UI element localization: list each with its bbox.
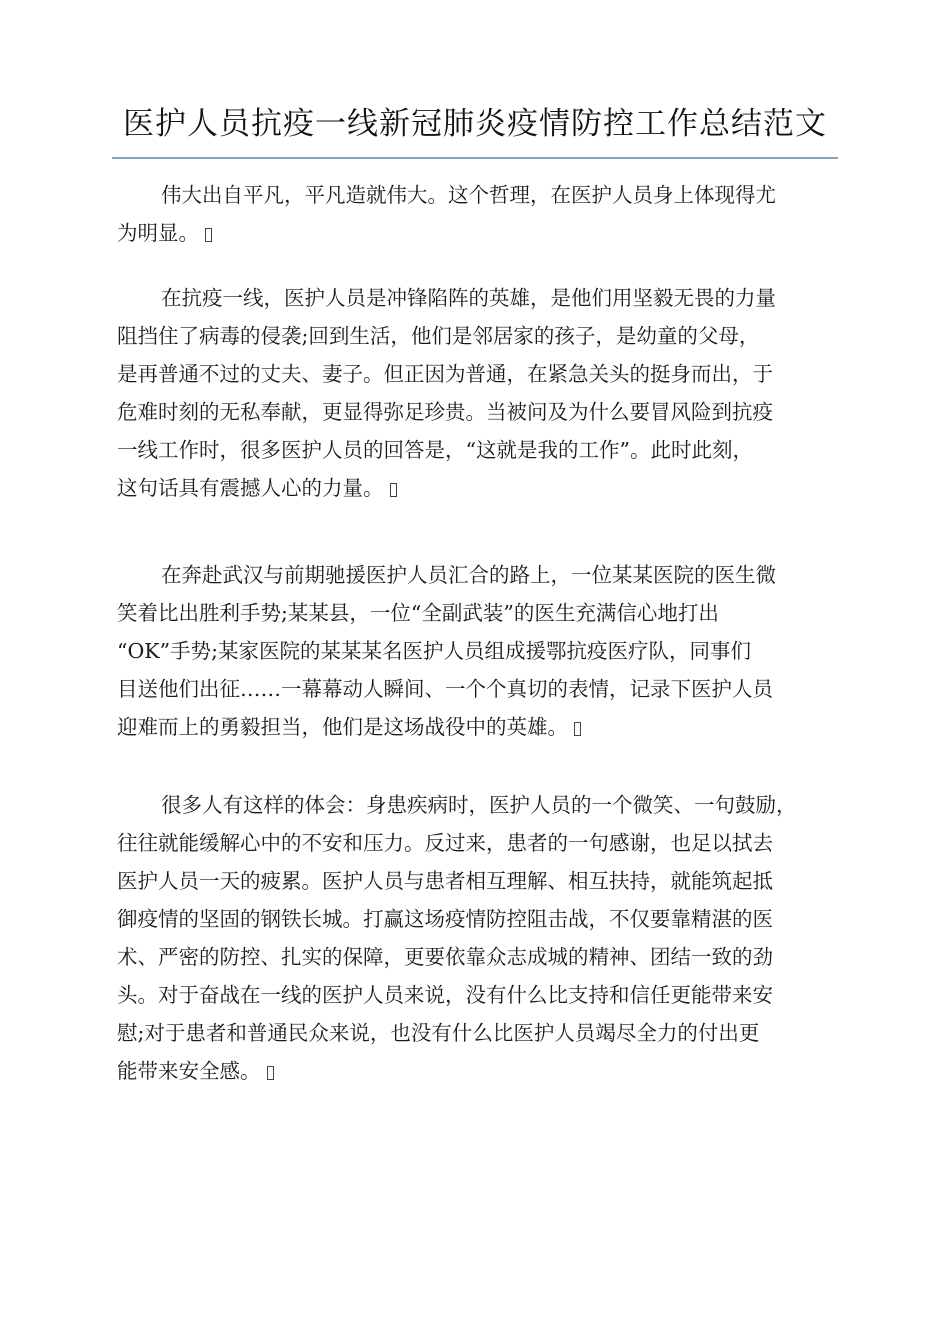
paragraph-2: [117, 279, 850, 507]
paragraph-line-text: 这句话具有震撼人心的力量。: [117, 476, 384, 500]
paragraph-4: [117, 786, 850, 1090]
paragraph-line-end: [117, 469, 850, 507]
paragraph-line: 危难时刻的无私奉献，更显得弥足珍贵。当被问及为什么要冒风险到抗疫: [117, 400, 773, 424]
paragraph-line-text: 为明显。: [117, 221, 199, 245]
paragraph-mark-icon: [267, 1066, 274, 1080]
paragraph-line: 一线工作时，很多医护人员的回答是，“这就是我的工作”。此时此刻，: [117, 438, 753, 462]
paragraph-line: 御疫情的坚固的钢铁长城。打赢这场疫情防控阻击战，不仅要靠精湛的医: [117, 907, 773, 931]
paragraph-line-end: [117, 214, 850, 252]
paragraph-line-text: 迎难而上的勇毅担当，他们是这场战役中的英雄。: [117, 715, 568, 739]
paragraph-line: 笑着比出胜利手势;某某县，一位“全副武装”的医生充满信心地打出: [117, 601, 719, 625]
paragraph-line: 医护人员一天的疲累。医护人员与患者相互理解、相互扶持，就能筑起抵: [117, 869, 773, 893]
paragraph-line: 伟大出自平凡，平凡造就伟大。这个哲理，在医护人员身上体现得尤: [161, 183, 776, 207]
paragraph-line: 目送他们出征……一幕幕动人瞬间、一个个真切的表情，记录下医护人员: [117, 677, 773, 701]
document-title: 医护人员抗疫一线新冠肺炎疫情防控工作总结范文: [123, 106, 827, 142]
paragraph-mark-icon: [205, 228, 212, 242]
paragraph-3: [117, 556, 850, 746]
paragraph-line: 在抗疫一线，医护人员是冲锋陷阵的英雄，是他们用坚毅无畏的力量: [161, 286, 776, 310]
paragraph-line: 慰;对于患者和普通民众来说，也没有什么比医护人员竭尽全力的付出更: [117, 1021, 760, 1045]
paragraph-line: 头。对于奋战在一线的医护人员来说，没有什么比支持和信任更能带来安: [117, 983, 773, 1007]
title-underline-rule: [112, 157, 838, 159]
paragraph-1: [117, 176, 850, 252]
paragraph-line-end: [117, 708, 850, 746]
paragraph-line-end: [117, 1052, 850, 1090]
paragraph-line: 阻挡住了病毒的侵袭;回到生活，他们是邻居家的孩子，是幼童的父母，: [117, 324, 760, 348]
paragraph-mark-icon: [574, 722, 581, 736]
paragraph-line: 往往就能缓解心中的不安和压力。反过来，患者的一句感谢，也足以拭去: [117, 831, 773, 855]
paragraph-line: 在奔赴武汉与前期驰援医护人员汇合的路上，一位某某医院的医生微: [161, 563, 776, 587]
paragraph-line-text: 能带来安全感。: [117, 1059, 261, 1083]
paragraph-mark-icon: [390, 483, 397, 497]
paragraph-line: 术、严密的防控、扎实的保障，更要依靠众志成城的精神、团结一致的劲: [117, 945, 773, 969]
paragraph-line: 很多人有这样的体会：身患疾病时，医护人员的一个微笑、一句鼓励，: [161, 793, 797, 817]
paragraph-line: 是再普通不过的丈夫、妻子。但正因为普通，在紧急关头的挺身而出，于: [117, 362, 773, 386]
paragraph-line: “OK”手势;某家医院的某某某名医护人员组成援鄂抗疫医疗队，同事们: [117, 639, 751, 663]
